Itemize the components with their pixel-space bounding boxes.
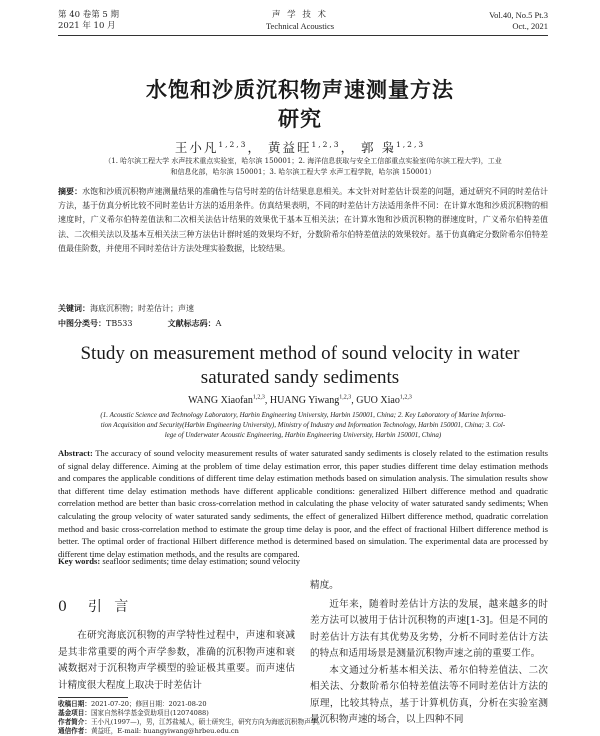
section-heading <box>58 596 132 616</box>
header-rule <box>58 35 548 36</box>
header-left <box>58 10 119 32</box>
header-right <box>489 10 548 32</box>
authors-cn: 王小凡$^{1,2,3}$， 黄益旺$^{1,2,3}$， 郭 枭$^{1,2,3}$ <box>174 139 426 155</box>
keywords-en-text: seafloor sediments; time delay estimation; sound velocity <box>102 556 301 566</box>
doc-code-value: A <box>215 319 222 328</box>
footnote-fund <box>58 709 298 718</box>
abstract-en-text: The accuracy of sound velocity measurement results of water saturated sandy sediments is closely related to the estimation results of signal delay difference. Aiming at the problem of time delay estimation error, this paper studies different time delay estimation methods and compares the applicable conditions of different time delay estimation methods based on simulation analysis. The simulation results show that different time delay estimation methods have different applicable conditions: generalized Hilbert difference method and quadratic correlation method are better than basic cross-correlation method in calculating the phase velocity of water saturated sandy sediments; When calculating the group velocity of water saturated sandy sediments, the effect of generalized Hilbert difference method, quadratic correlation method and basic cross-correlation method to estimate the group time delay is poor, and the effect of fractional Hilbert difference method is better. The optimal order of fractional Hilbert difference method is determined based on simulation. The experimental data are processed by different time delay estimation methods, and the results are compared. <box>58 448 548 559</box>
keywords-en <box>58 555 548 568</box>
footnote-author <box>58 718 324 727</box>
footnote <box>58 700 324 736</box>
author-cn-2: 黄益旺 <box>267 140 312 155</box>
author-cn-1-sup: 1,2,3 <box>218 139 248 149</box>
paper-title-cn-line2: 研究 <box>278 106 322 131</box>
clc-label: 中图分类号： <box>58 318 106 328</box>
author-cn-3: 郭 枭 <box>361 140 397 155</box>
body-left-paragraph: 在研究海底沉积物的声学特性过程中，声速和衰减是其非常重要的两个声学参数，准确的沉积物声速和衰减数据对于沉积物声学模型的验证极其重要。而声速估计精度很大程度上取决于时差估计 <box>58 630 295 691</box>
affiliation-en-line3: lege of Underwater Acoustic Engineering, Harbin Engineering University, Harbin 150001, China) <box>164 431 442 439</box>
author-en-2: HUANG Yiwang <box>269 395 340 406</box>
paper-title-en <box>60 342 540 390</box>
header-volume: 第 40 卷第 5 期 <box>58 10 120 20</box>
abstract-cn-label: 摘要： <box>58 186 83 196</box>
footnote-corresponding-value: 黄益旺，E-mail: huangyiwang@hrbeu.edu.cn <box>90 727 239 735</box>
author-en-1-sup: 1,2,3 <box>252 394 265 401</box>
footnote-received-value: 2021-07-20；修回日期：2021-08-20 <box>90 700 207 708</box>
header-date: 2021 年 10 月 <box>58 21 116 31</box>
header-volume-en: Vol.40, No.5 Pt.3 <box>489 10 548 20</box>
author-cn-2-sup: 1,2,3 <box>311 139 341 149</box>
affiliation-cn-line2: 和信息化部，哈尔滨 150001；3. 哈尔滨工程大学 水声工程学院，哈尔滨 150001） <box>170 168 436 176</box>
footnote-fund-value: 国家自然科学基金资助项目(12074088) <box>90 709 209 717</box>
footnote-corresponding-label: 通信作者： <box>58 727 91 735</box>
classification-cn <box>58 316 548 331</box>
affiliation-cn-line1: （1. 哈尔滨工程大学 水声技术重点实验室，哈尔滨 150001；2. 海洋信息获取与安全工信部重点实验室(哈尔滨工程大学)，工业 <box>104 157 502 165</box>
abstract-en-label: Abstract: <box>58 448 93 458</box>
footnote-author-value: 王小凡(1997—)，男，江苏盐城人，硕士研究生，研究方向为海底沉积物声学。 <box>90 718 324 726</box>
author-en-3: GUO Xiao <box>356 395 400 406</box>
paper-title-en-line1: Study on measurement method of sound velocity in water <box>80 343 520 364</box>
author-en-2-sup: 1,2,3 <box>339 394 352 401</box>
footnote-rule <box>58 697 128 698</box>
keywords-cn-label: 关键词： <box>58 303 90 313</box>
paper-title-cn-line1: 水饱和沙质沉积物声速测量方法 <box>146 77 454 102</box>
body-right-column <box>310 578 548 729</box>
affiliation-en-line2: tion Acquisition and Security(Harbin Engineering University), Ministry of Industry and Information Technology, Harbin 150001, China; 3. Col- <box>100 421 506 429</box>
keywords-cn <box>58 301 548 316</box>
header-date-en: Oct., 2021 <box>512 21 548 31</box>
paper-title-cn <box>60 75 540 133</box>
footnote-fund-label: 基金项目： <box>58 709 91 717</box>
authors-en: WANG Xiaofan$^{1,2,3}$, HUANG Yiwang$^{1,2,3}$, GUO Xiao$^{1,2,3}$ <box>188 394 412 406</box>
abstract-cn <box>58 184 548 256</box>
header-journal-cn: 声 学 技 术 <box>271 10 329 20</box>
keywords-en-label: Key words: <box>58 556 101 566</box>
footnote-received <box>58 700 298 709</box>
footnote-received-label: 收稿日期： <box>58 700 91 708</box>
author-cn-1: 王小凡 <box>174 140 219 155</box>
section-title: 引 言 <box>87 599 133 615</box>
body-right-paragraph-1: 近年来，随着时差估计方法的发展，越来越多的时差方法可以被用于估计沉积物的声速[1-3]。但是不同的时差估计方法有其优势及劣势，分析不同时差估计方法的特点和适用场景是测量沉积物声速之前的重要工作。 <box>310 598 548 659</box>
abstract-en <box>58 447 548 560</box>
section-number: 0 <box>58 599 67 615</box>
header-journal-en: Technical Acoustics <box>265 21 335 31</box>
body-right-paragraph-2: 本文通过分析基本相关法、希尔伯特差值法、二次相关法、分数阶希尔伯特差值法等不同时差估计方法的原理，比较其特点，基于计算机仿真，分析在实验室测量沉积物声速的场合，以上四种不同 <box>310 664 548 725</box>
clc-value: TB533 <box>106 319 133 328</box>
paper-title-en-line2: saturated sandy sediments <box>200 367 400 388</box>
author-cn-3-sup: 1,2,3 <box>396 139 426 149</box>
doc-code-label: 文献标志码： <box>167 318 216 328</box>
author-en-1: WANG Xiaofan <box>188 395 253 406</box>
affiliations-cn <box>58 156 548 178</box>
header-center <box>200 10 400 32</box>
author-en-3-sup: 1,2,3 <box>399 394 412 401</box>
abstract-cn-text: 水饱和沙质沉积物声速测量结果的准确性与信号时差的估计结果息息相关。本文针对时差估计误差的问题，通过研究不同的时差估计方法，基于仿真分析比较不同时差估计方法的适用条件。仿真结果表明，不同的时差估计方法适用条件不同：在计算水饱和沙质沉积物的相速度时，广义希尔伯特差值法和二次相关法估计结果的效果优于基本互相关法；在计算水饱和沙质沉积物的群速度时，广义希尔伯特差值法、二次相关法以及基本互相关法三种方法估计群时延的效果均不好，分数阶希尔伯特差值法的效果较好。基于仿真确定分数阶希尔伯特差值最佳阶数，并使用不同时差估计方法处理实验数据，比较结果。 <box>58 187 549 253</box>
footnote-author-label: 作者简介： <box>58 718 91 726</box>
affiliation-en-line1: (1. Acoustic Science and Technology Laboratory, Harbin Engineering University, Harbin 150001, China; 2. Key Laboratory of Marine Informa- <box>100 411 506 419</box>
affiliations-en <box>58 410 548 440</box>
keywords-cn-text: 海底沉积物；时差估计；声速 <box>90 304 194 313</box>
body-left-column <box>58 628 295 694</box>
body-right-line0: 精度。 <box>310 580 339 591</box>
footnote-corresponding <box>58 727 298 736</box>
